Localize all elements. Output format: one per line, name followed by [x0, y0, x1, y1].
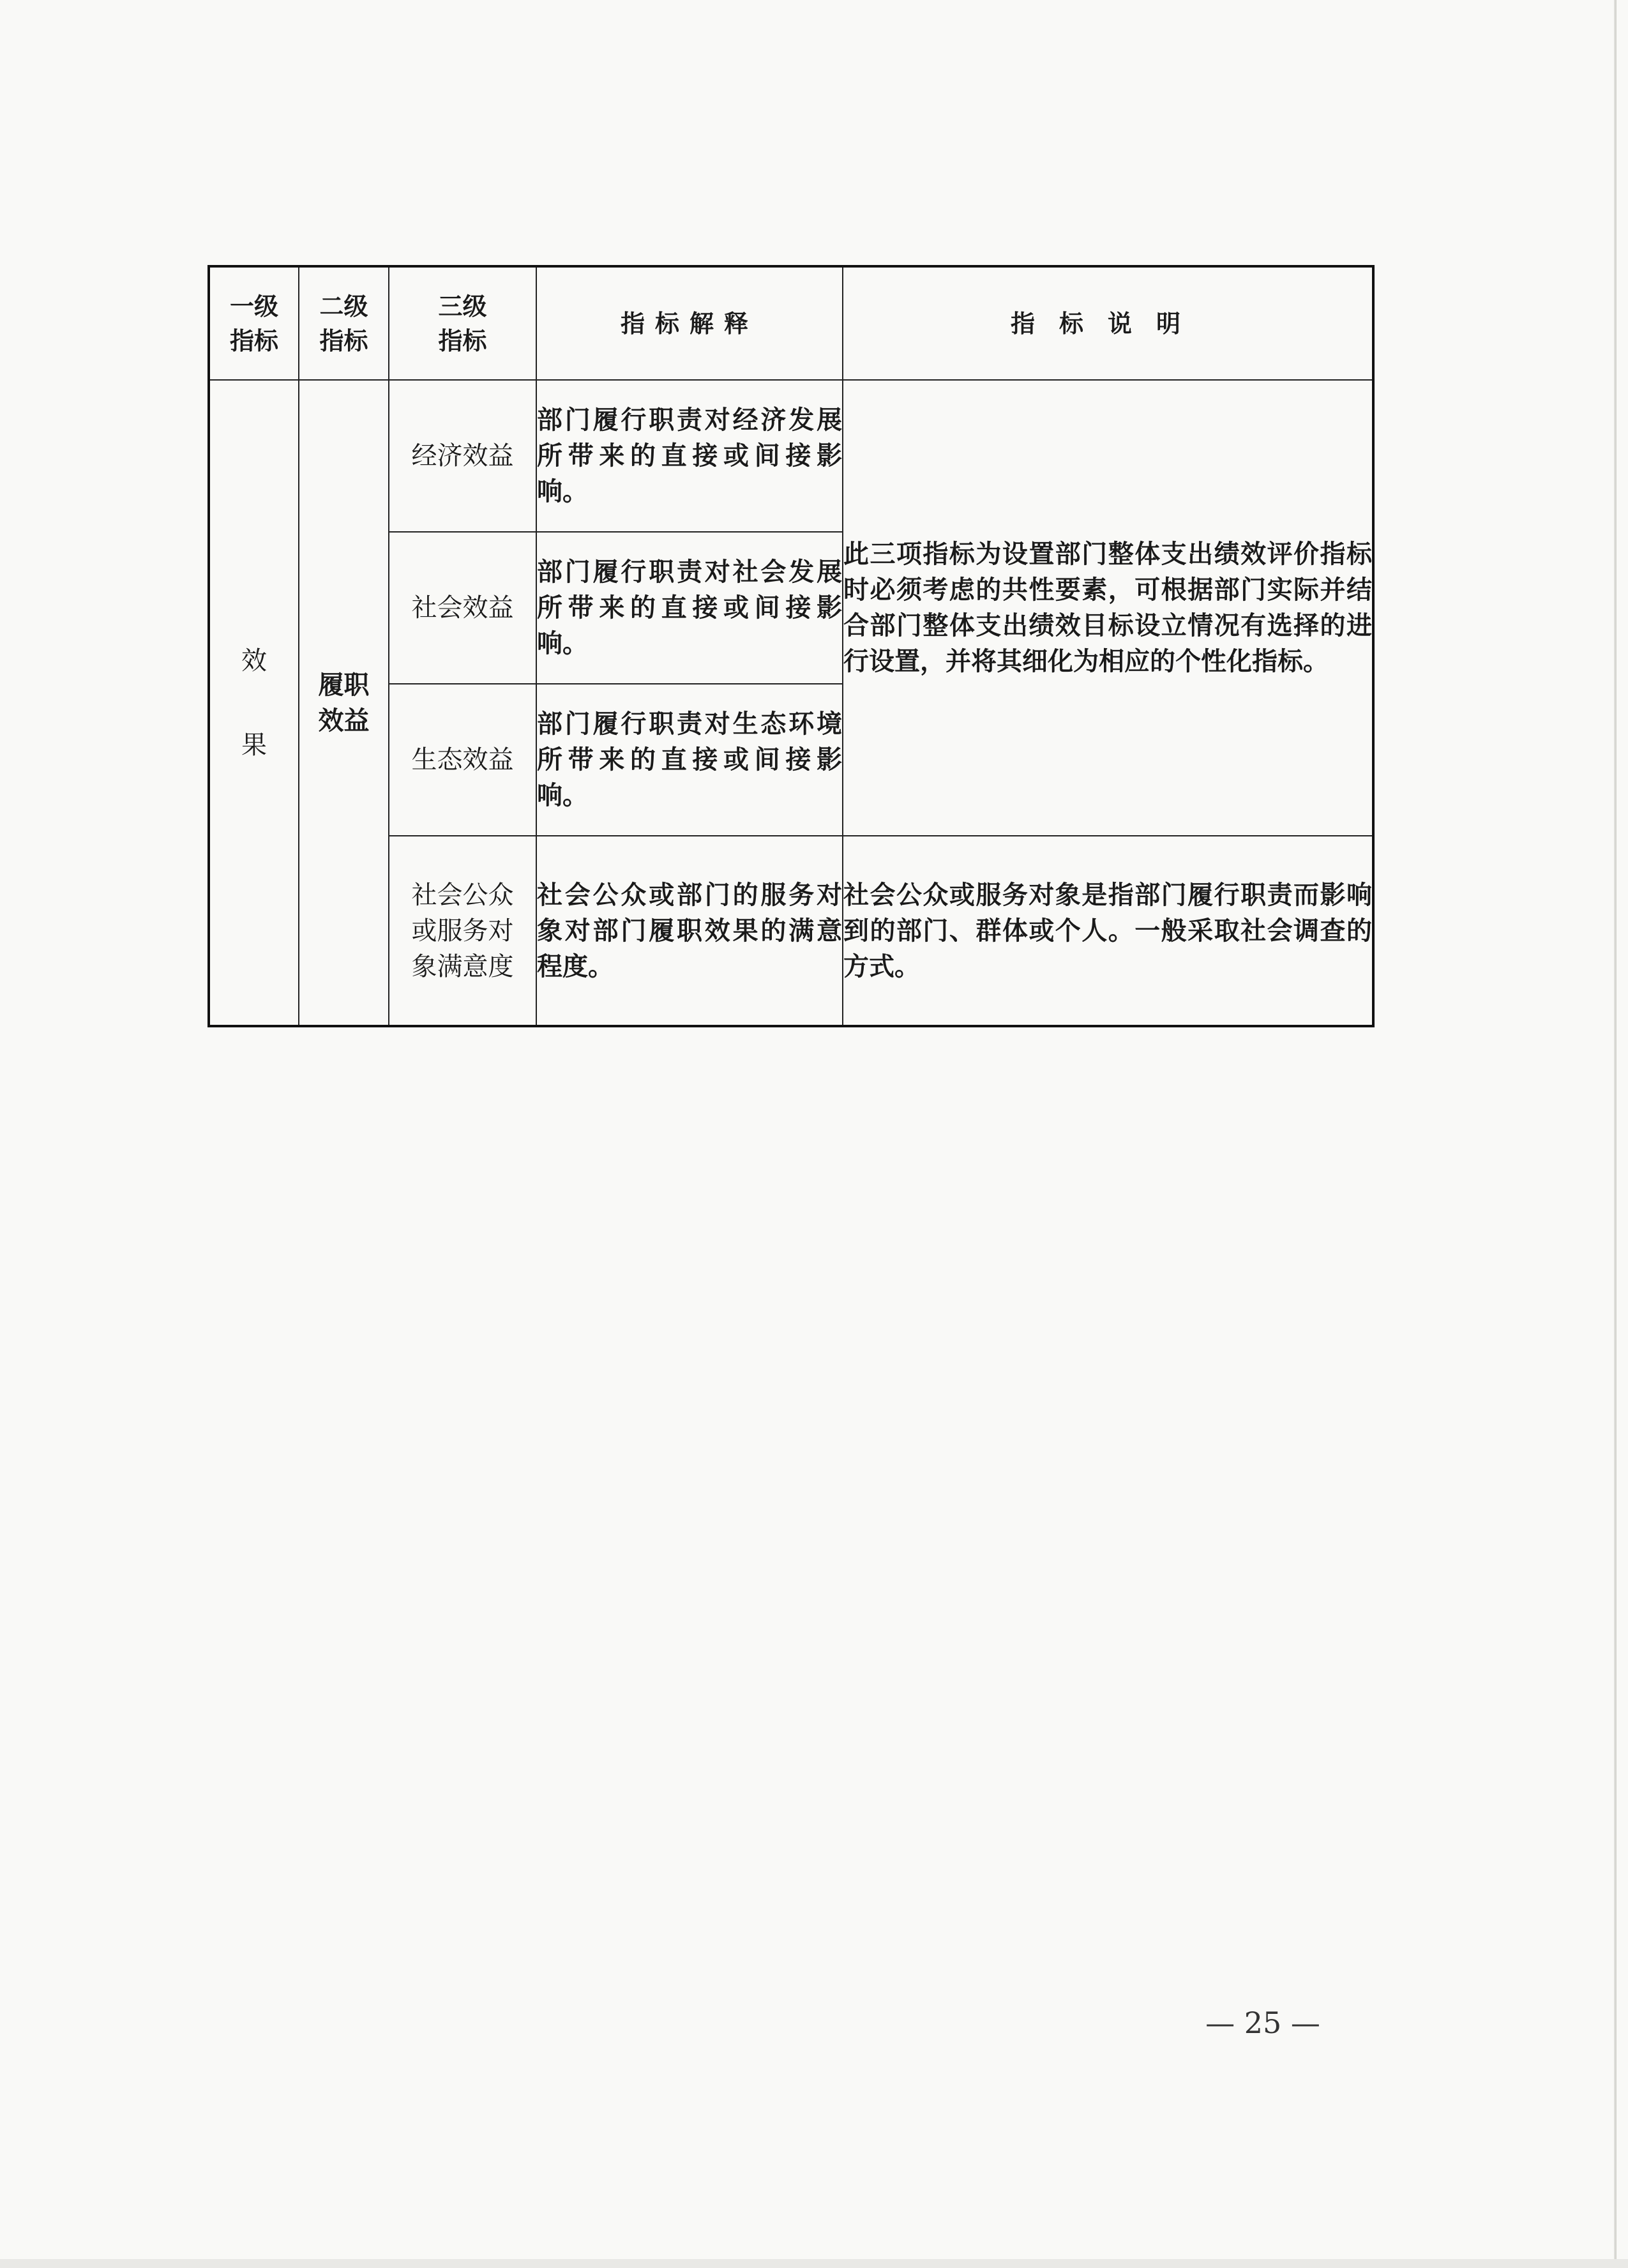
- shared-description-cell: 此三项指标为设置部门整体支出绩效评价指标时必须考虑的共性要素，可根据部门实际并结合部门整体支出绩效目标设立情况有选择的进行设置，并将其细化为相应的个性化指标。: [843, 380, 1373, 836]
- level3-cell: 社会公众或服务对象满意度: [389, 836, 536, 1026]
- level1-cell: [209, 380, 299, 1026]
- page-edge-right: [1614, 0, 1617, 2268]
- page-number: — 25 —: [1205, 2006, 1320, 2040]
- explanation-cell: 部门履行职责对社会发展所带来的直接或间接影响。: [536, 532, 843, 684]
- level3-cell: 经济效益: [389, 380, 536, 532]
- explanation-cell: 部门履行职责对生态环境所带来的直接或间接影响。: [536, 684, 843, 836]
- level1-char-1: 效: [241, 646, 267, 676]
- explanation-cell: 部门履行职责对经济发展所带来的直接或间接影响。: [536, 380, 843, 532]
- table-row: [209, 380, 1373, 532]
- satisfaction-description-cell: 社会公众或服务对象是指部门履行职责而影响到的部门、群体或个人。一般采取社会调查的方式。: [843, 836, 1373, 1026]
- table-header-row: [209, 266, 1373, 380]
- level3-cell: 生态效益: [389, 684, 536, 836]
- page-edge-bottom: [0, 2259, 1628, 2268]
- level3-cell: 社会效益: [389, 532, 536, 684]
- header-level3: 三级指标: [389, 266, 536, 380]
- header-description: 指标说明: [843, 266, 1373, 380]
- header-level1: 一级指标: [209, 266, 299, 380]
- level2-cell: [299, 380, 389, 1026]
- indicator-table: [207, 265, 1375, 1027]
- header-explanation: 指标解释: [536, 266, 843, 380]
- level1-char-2: 果: [241, 730, 267, 760]
- header-level2: 二级指标: [299, 266, 389, 380]
- level2-label: 履职效益: [318, 670, 370, 736]
- explanation-cell: 社会公众或部门的服务对象对部门履职效果的满意程度。: [536, 836, 843, 1026]
